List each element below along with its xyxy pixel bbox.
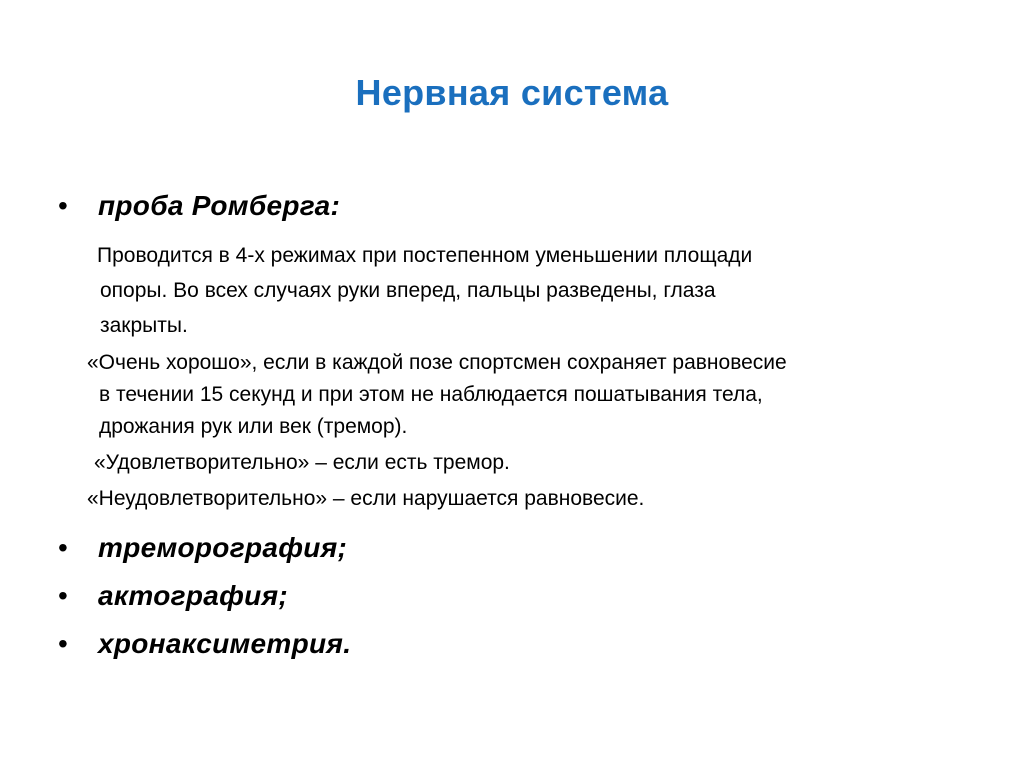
bullet-text: актография; [98,580,289,611]
bullet-romberg-test [58,190,340,222]
grading-criteria [72,347,972,515]
bullet-tremorography [58,532,347,564]
grade-excellent-line: дрожания рук или век (тремор). [99,415,408,438]
description-line: опоры. Во всех случаях руки вперед, пальцы разведены, глаза [100,279,716,302]
bullet-chronaximetry [58,628,351,660]
description-line: закрыты. [100,314,188,337]
bullet-icon: • [58,532,68,563]
grade-excellent-line: в течении 15 секунд и при этом не наблюдается пошатывания тела, [99,383,763,406]
grade-satisfactory: «Удовлетворительно» – если есть тремор. [94,451,510,474]
bullet-icon: • [58,190,68,221]
bullet-text: хронаксиметрия. [98,628,352,659]
bullet-text: треморография; [98,532,348,563]
bullet-icon: • [58,628,68,659]
bullet-icon: • [58,580,68,611]
bullet-text: проба Ромберга: [98,190,341,221]
grade-excellent-line: «Очень хорошо», если в каждой позе спортсмен сохраняет равновесие [87,351,787,374]
grade-unsatisfactory: «Неудовлетворительно» – если нарушается равновесие. [87,487,645,510]
description-line: Проводится в 4-х режимах при постепенном уменьшении площади [97,244,753,267]
bullet-actography [58,580,288,612]
slide-title: Нервная система [355,72,669,113]
romberg-description [97,238,937,343]
